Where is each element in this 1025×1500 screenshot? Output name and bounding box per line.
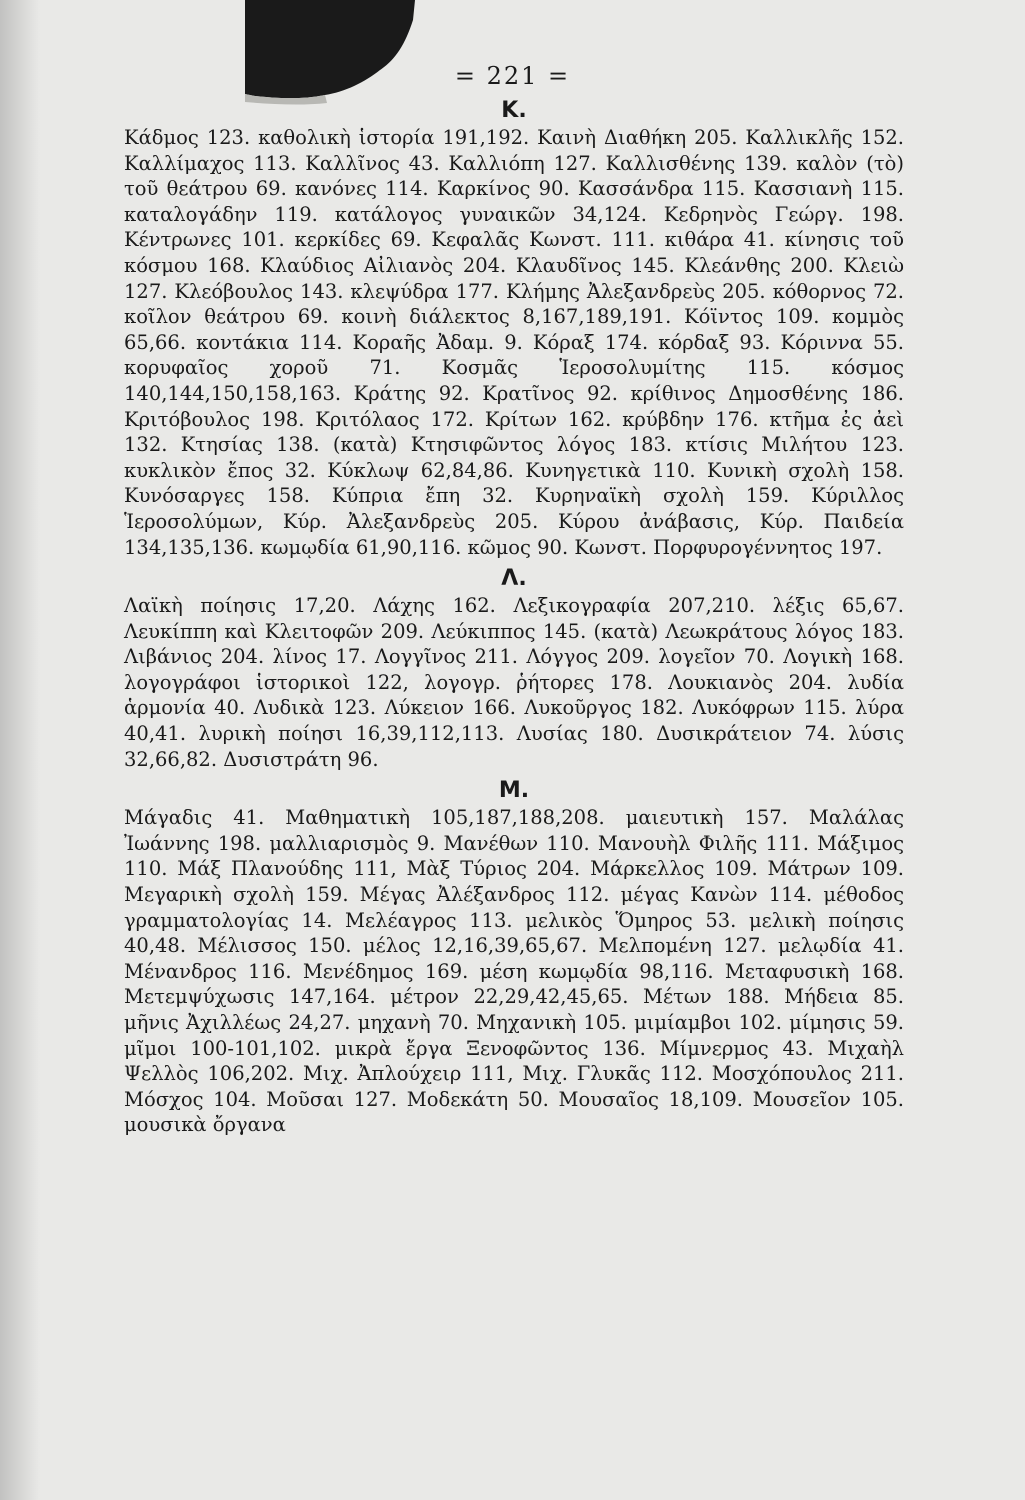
index-entries: Μάγαδις 41. Μαθηματικὴ 105,187,188,208. μαιευτικὴ 157. Μαλάλας Ἰωάννης 198. μαλλιαρισμὸς 9. Μανέθων 110. Μανουὴλ Φιλῆς 111. Μάξιμος 110. Μάξ Πλανούδης 111, Μὰξ Τύριος 204. Μάρκελλος 109. Μάτρων 109. Μεγαρικὴ σχολὴ 159. Μέγας Ἀλέξανδρος 112. μέγας Κανὼν 114. μέθοδος γραμματολογίας 14. Μελέαγρος 113. μελικὸς Ὅμηρος 53. μελικὴ ποίησις 40,48. Μέλισσος 150. μέλος 12,16,39,65,67. Μελπομένη 127. μελῳδία 41. Μένανδρος 116. Μενέδημος 169. μέση κωμῳδία 98,116. Μεταφυσικὴ 168. Μετεμψύχωσις 147,164. μέτρον 22,29,42,45,65. Μέτων 188. Μήδεια 85. μῆνις Ἀχιλλέως 24,27. μηχανὴ 70. Μηχανικὴ 105. μιμίαμβοι 102. μίμησις 59. μῖμοι 100-101,102. μικρὰ ἔργα Ξενοφῶντος 136. Μίμνερμος 43. Μιχαὴλ Ψελλὸς 106,202. Μιχ. Ἀπλούχειρ 111, Μιχ. Γλυκᾶς 112. Μοσχόπουλος 211. Μόσχος 104. Μοῦσαι 127. Μοδεκάτη 50. Μουσαῖος 18,109. Μουσεῖον 105. μουσικὰ ὄργανα <box>124 806 904 1137</box>
section-letter: K. <box>501 98 527 123</box>
page-edge-shadow <box>0 0 40 1500</box>
index-section-lambda <box>124 566 904 772</box>
page-number: = 221 = <box>454 62 571 90</box>
index-section-kappa <box>124 98 904 560</box>
index-section-mu <box>124 778 904 1138</box>
index-content <box>124 92 904 1142</box>
index-entries: Κάδμος 123. καθολικὴ ἱστορία 191,192. Καινὴ Διαθήκη 205. Καλλικλῆς 152. Καλλίμαχος 113. Καλλῖνος 43. Καλλιόπη 127. Καλλισθένης 139. καλὸν (τὸ) τοῦ θεάτρου 69. κανόνες 114. Καρκίνος 90. Κασσάνδρα 115. Κασσιανὴ 115. καταλογάδην 119. κατάλογος γυναικῶν 34,124. Κεδρηνὸς Γεώργ. 198. Κέντρωνες 101. κερκίδες 69. Κεφαλᾶς Κωνστ. 111. κιθάρα 41. κίνησις τοῦ κόσμου 168. Κλαύδιος Αἰλιανὸς 204. Κλαυδῖνος 145. Κλεάνθης 200. Κλειὼ 127. Κλεόβουλος 143. κλεψύδρα 177. Κλήμης Ἀλεξανδρεὺς 205. κόθορνος 72. κοῖλον θεάτρου 69. κοινὴ διάλεκτος 8,167,189,191. Κόϊντος 109. κομμὸς 65,66. κοντάκια 114. Κοραῆς Ἀδαμ. 9. Κόραξ 174. κόρδαξ 93. Κόριννα 55. κορυφαῖος χοροῦ 71. Κοσμᾶς Ἱεροσολυμίτης 115. κόσμος 140,144,150,158,163. Κράτης 92. Κρατῖνος 92. κρίθινος Δημοσθένης 186. Κριτόβουλος 198. Κριτόλαος 172. Κρίτων 162. κρύβδην 176. κτῆμα ἐς ἀεὶ 132. Κτησίας 138. (κατὰ) Κτησιφῶντος λόγος 183. κτίσις Μιλήτου 123. κυκλικὸν ἔπος 32. Κύκλωψ 62,84,86. Κυνηγετικὰ 110. Κυνικὴ σχολὴ 158. Κυνόσαργες 158. Κύπρια ἔπη 32. Κυρηναϊκὴ σχολὴ 159. Κύριλλος Ἱεροσολύμων, Κύρ. Ἀλεξανδρεὺς 205. Κύρου ἀνάβασις, Κύρ. Παιδεία 134,135,136. κωμῳδία 61,90,116. κῶμος 90. Κωνστ. Πορφυρογέννητος 197. <box>124 126 904 559</box>
section-letter: Λ. <box>501 566 527 592</box>
index-entries: Λαϊκὴ ποίησις 17,20. Λάχης 162. Λεξικογραφία 207,210. λέξις 65,67. Λευκίππη καὶ Κλειτοφῶν 209. Λεύκιππος 145. (κατὰ) Λεωκράτους λόγος 183. Λιβάνιος 204. λίνος 17. Λογγῖνος 211. Λόγγος 209. λογεῖον 70. Λογικὴ 168. λογογράφοι ἱστορικοὶ 122, λογογρ. ῥήτορες 178. Λουκιανὸς 204. λυδία ἁρμονία 40. Λυδικὰ 123. Λύκειον 166. Λυκοῦργος 182. Λυκόφρων 115. λύρα 40,41. λυρικὴ ποίησι 16,39,112,113. Λυσίας 180. Δυσικράτειον 74. λύσις 32,66,82. Δυσιστράτη 96. <box>124 594 904 771</box>
section-letter: M. <box>498 778 530 804</box>
